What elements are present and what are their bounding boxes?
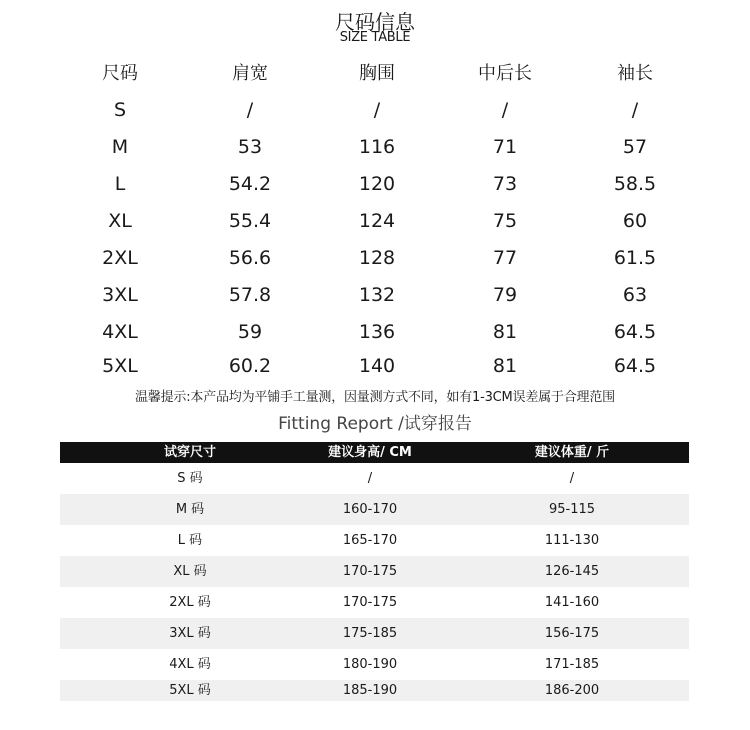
page-subtitle: SIZE TABLE [339,30,411,45]
table-cell: 71 [492,136,518,158]
table-cell: 156-175 [544,626,600,641]
table-cell: 64.5 [613,355,657,377]
table-cell: 126-145 [544,564,600,579]
table-cell: 81 [492,355,518,377]
table-cell: 136 [358,321,396,343]
table-row [60,494,689,525]
table-cell: 175-185 [342,626,398,641]
fitting-table-header [60,442,689,463]
table-cell: 73 [492,173,518,195]
header-cell: 建议体重/ 斤 [534,445,610,460]
table-cell: 170-175 [342,595,398,610]
table-row [60,680,689,701]
table-row [60,618,689,649]
table-cell: 81 [492,321,518,343]
table-cell: 60.2 [228,355,272,377]
header-cell: 试穿尺寸 [163,445,216,460]
page-title: 尺码信息 [335,10,415,34]
table-cell: 3XL 码 [169,626,211,641]
header-cell: 袖长 [617,63,653,84]
table-row [60,556,689,587]
table-row [55,92,695,129]
table-cell: 64.5 [613,321,657,343]
table-cell: 116 [358,136,396,158]
table-cell: 160-170 [342,502,398,517]
table-cell: 75 [492,210,518,232]
table-cell: 165-170 [342,533,398,548]
table-cell: 53 [237,136,263,158]
table-cell: / [373,99,381,121]
table-cell: 4XL [102,321,138,343]
table-row [60,463,689,494]
header-cell: 胸围 [359,63,395,84]
table-cell: 170-175 [342,564,398,579]
table-cell: 132 [358,284,396,306]
table-row [55,240,695,277]
table-cell: 57 [622,136,648,158]
table-cell: XL [108,210,132,232]
table-cell: 58.5 [613,173,657,195]
table-cell: M [111,136,129,158]
table-cell: L [114,173,126,195]
table-cell: 5XL 码 [169,683,211,698]
table-row [55,277,695,314]
header-cell: 肩宽 [232,63,268,84]
table-cell: 185-190 [342,683,398,698]
table-cell: M 码 [175,502,205,517]
table-cell: 2XL [102,247,138,269]
table-cell: 59 [237,321,263,343]
table-cell: / [246,99,254,121]
table-cell: 4XL 码 [169,657,211,672]
table-cell: 77 [492,247,518,269]
table-row [55,166,695,203]
table-cell: 55.4 [228,210,272,232]
header-cell: 尺码 [102,63,138,84]
size-table-header [55,55,695,92]
table-cell: S [113,99,127,121]
table-cell: 120 [358,173,396,195]
table-cell: 95-115 [548,502,596,517]
table-cell: 141-160 [544,595,600,610]
table-row [55,314,695,351]
table-cell: 57.8 [228,284,272,306]
table-cell: XL 码 [173,564,207,579]
table-cell: 5XL [102,355,138,377]
table-cell: 140 [358,355,396,377]
table-cell: 60 [622,210,648,232]
table-cell: / [569,471,575,486]
table-cell: 2XL 码 [169,595,211,610]
table-cell: 124 [358,210,396,232]
table-cell: / [631,99,639,121]
measurement-notice: 温馨提示:本产品均为平铺手工量测，因量测方式不同，如有1-3CM误差属于合理范围 [135,390,615,405]
table-row [60,525,689,556]
table-cell: 61.5 [613,247,657,269]
table-cell: 63 [622,284,648,306]
table-cell: 186-200 [544,683,600,698]
table-cell: 79 [492,284,518,306]
table-row [55,129,695,166]
table-row [60,587,689,618]
table-cell: 128 [358,247,396,269]
table-cell: L 码 [177,533,203,548]
fitting-table [60,442,689,701]
size-table [55,55,695,382]
table-row [55,351,695,382]
header-cell: 建议身高/ CM [328,445,412,460]
fitting-report-title: Fitting Report /试穿报告 [278,414,472,434]
table-cell: / [367,471,373,486]
table-cell: 171-185 [544,657,600,672]
table-cell: S 码 [177,471,203,486]
table-cell: 56.6 [228,247,272,269]
table-cell: / [501,99,509,121]
table-cell: 3XL [102,284,138,306]
header-cell: 中后长 [478,63,532,84]
table-cell: 180-190 [342,657,398,672]
table-cell: 111-130 [544,533,600,548]
table-row [55,203,695,240]
table-row [60,649,689,680]
table-cell: 54.2 [228,173,272,195]
